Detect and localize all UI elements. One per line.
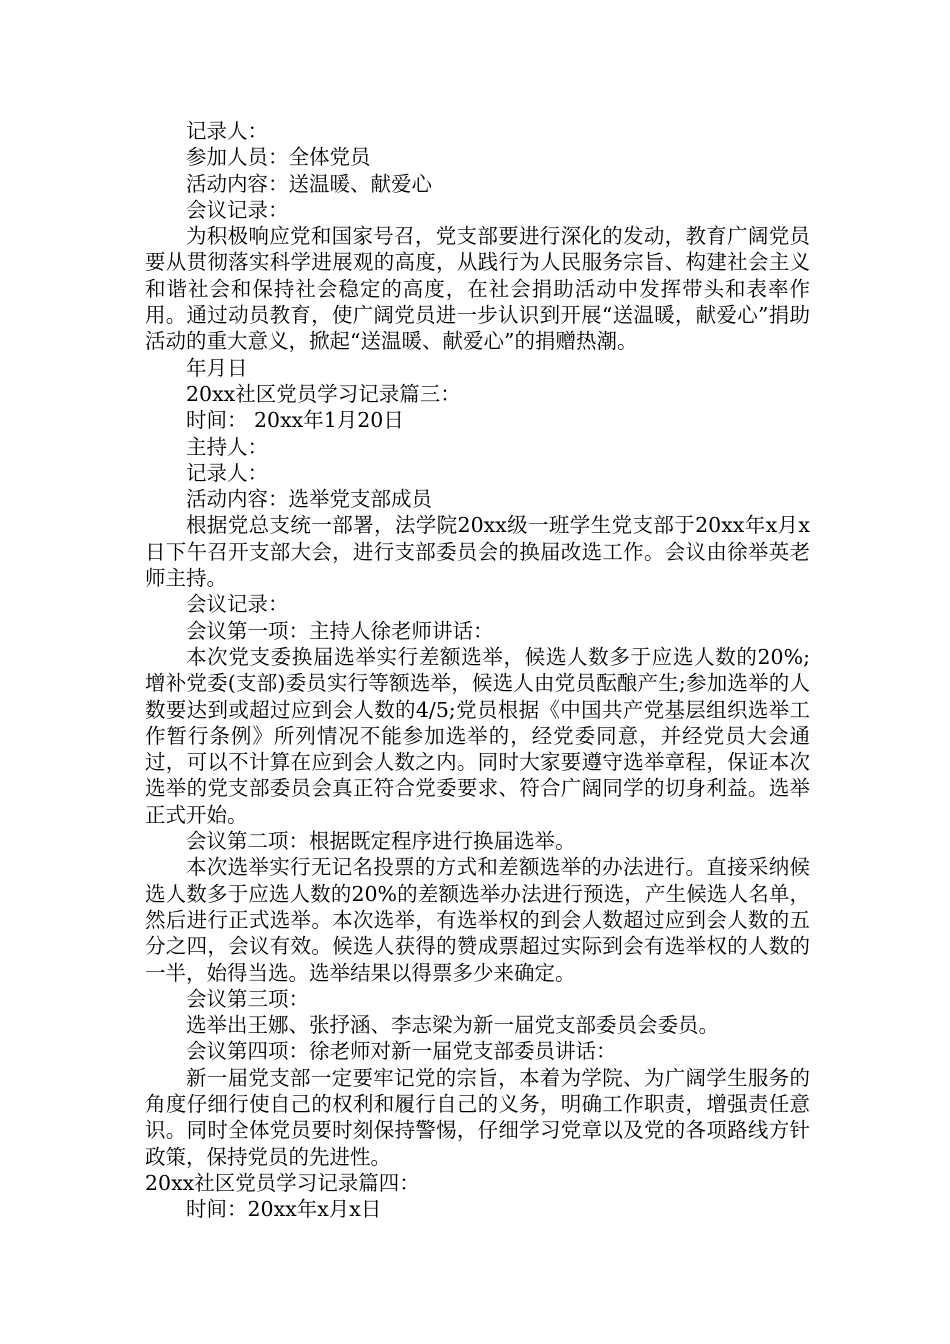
paragraph: 参加人员：全体党员 [186,145,371,170]
paragraph: 会议第三项： [186,986,309,1011]
paragraph: 本次党支委换届选举实行差额选举，候选人数多于应选人数的20%;增补党委(支部)委员实行等额选举，候选人由党员酝酿产生;参加选举的人数要达到或超过应到会人数的4/5;党员根据《中国共产党基层组织选举工作暂行条例》所列情况不能参加选举的，经党委同意，并经党员大会通过，可以不计算在应到会人数之内。同时大家要遵守选举章程，保证本次选举的党支部委员会真正符合党委要求、符合广阔同学的切身利益。选举正式开始。 [145,644,810,827]
paragraph: 会议记录： [186,592,289,617]
paragraph: 会议第二项：根据既定程序进行换届选举。 [186,829,576,854]
paragraph: 时间：20xx年x月x日 [186,1197,382,1222]
section-heading: 20xx社区党员学习记录篇三： [186,381,461,406]
document-page [145,118,810,1222]
paragraph: 会议第四项：徐老师对新一届党支部委员讲话： [186,1039,617,1064]
paragraph: 会议记录： [186,197,289,222]
paragraph: 会议第一项：主持人徐老师讲话： [186,618,494,643]
section-heading: 20xx社区党员学习记录篇四： [145,1170,420,1195]
paragraph: 年月日 [186,355,248,380]
paragraph: 记录人： [186,460,268,485]
paragraph: 为积极响应党和国家号召，党支部要进行深化的发动，教育广阔党员要从贯彻落实科学进展观的高度，从践行为人民服务宗旨、构建社会主义和谐社会和保持社会稳定的高度，在社会捐助活动中发挥带头和表率作用。通过动员教育，使广阔党员进一步认识到开展“送温暖，献爱心”捐助活动的重大意义，掀起“送温暖、献爱心”的捐赠热潮。 [145,224,810,354]
paragraph: 新一届党支部一定要牢记党的宗旨，本着为学院、为广阔学生服务的角度仔细行使自己的权利和履行自己的义务，明确工作职责，增强责任意识。同时全体党员要时刻保持警惕，仔细学习党章以及党的各项路线方针政策，保持党员的先进性。 [145,1065,810,1169]
paragraph: 根据党总支统一部署，法学院20xx级一班学生党支部于20xx年x月x日下午召开支部大会，进行支部委员会的换届改选工作。会议由徐举英老师主持。 [145,513,810,591]
paragraph: 活动内容：送温暖、献爱心 [186,171,432,196]
paragraph: 活动内容：选举党支部成员 [186,487,432,512]
paragraph: 时间： 20xx年1月20日 [186,408,404,433]
paragraph: 主持人： [186,434,268,459]
paragraph: 记录人： [186,119,268,143]
paragraph: 本次选举实行无记名投票的方式和差额选举的办法进行。直接采纳候选人数多于应选人数的20%的差额选举办法进行预选，产生候选人名单，然后进行正式选举。本次选举，有选举权的到会人数超过应到会人数的五分之四，会议有效。候选人获得的赞成票超过实际到会有选举权的人数的一半，始得当选。选举结果以得票多少来确定。 [145,855,810,985]
paragraph: 选举出王娜、张抒涵、李志梁为新一届党支部委员会委员。 [186,1013,719,1038]
